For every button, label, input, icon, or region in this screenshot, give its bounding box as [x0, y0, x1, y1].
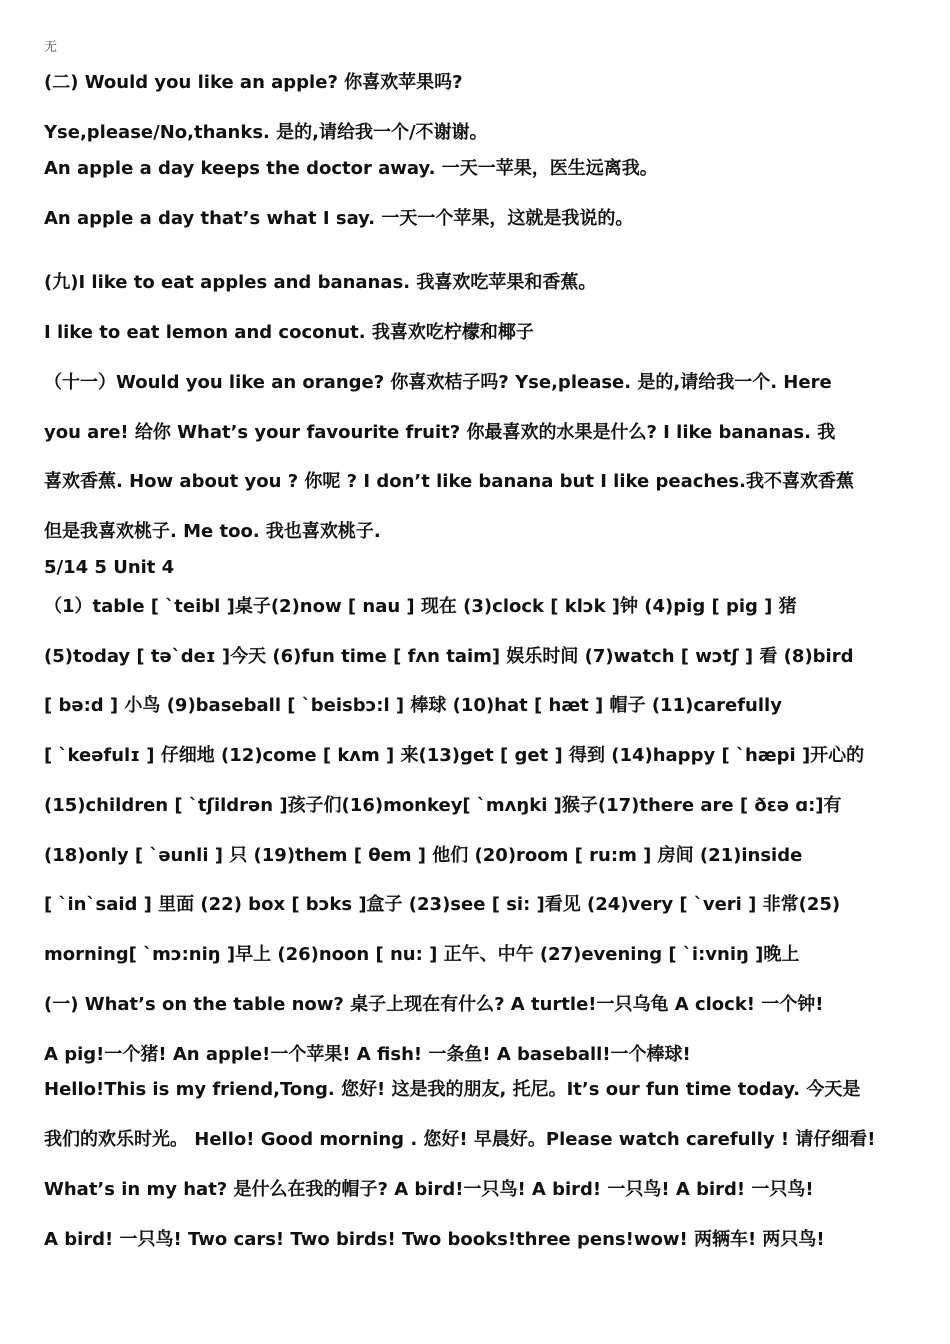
- text-line: A pig!一个猪! An apple!一个苹果! A fish! 一条鱼! A baseball!一个棒球!: [44, 1044, 691, 1065]
- vocab-line: [ bə:d ] 小鸟 (9)baseball [ ˋbeisbɔ:l ] 棒球 (10)hat [ hæt ] 帽子 (11)carefully: [44, 695, 782, 716]
- vocab-line: (5)today [ təˋdeɪ ]今天 (6)fun time [ fʌn taim] 娱乐时间 (7)watch [ wɔtʃ ] 看 (8)bird: [44, 646, 854, 667]
- vocab-line: (18)only [ ˋəunli ] 只 (19)them [ θem ] 他们 (20)room [ ru:m ] 房间 (21)inside: [44, 845, 803, 866]
- text-line: A bird! 一只鸟! Two cars! Two birds! Two books!three pens!wow! 两辆车! 两只鸟!: [44, 1229, 825, 1250]
- vocab-line: morning[ ˋmɔ:niŋ ]早上 (26)noon [ nu: ] 正午、中午 (27)evening [ ˋi:vniŋ ]晚上: [44, 944, 800, 965]
- text-line: 喜欢香蕉. How about you ? 你呢 ? I don’t like banana but I like peaches.我不喜欢香蕉: [44, 471, 854, 492]
- text-line: (九)I like to eat apples and bananas. 我喜欢吃苹果和香蕉。: [44, 272, 597, 293]
- text-line: you are! 给你 What’s your favourite fruit? 你最喜欢的水果是什么? I like bananas. 我: [44, 422, 836, 443]
- text-line: 但是我喜欢桃子. Me too. 我也喜欢桃子.: [44, 521, 381, 542]
- unit-heading: 5/14 5 Unit 4: [44, 557, 175, 578]
- text-line: 我们的欢乐时光。 Hello! Good morning . 您好! 早晨好。Please watch carefully ! 请仔细看!: [44, 1129, 876, 1150]
- vocab-line: (15)children [ ˋtʃildrən ]孩子们(16)monkey[ ˋmʌŋki ]猴子(17)there are [ ðɛə ɑ:]有: [44, 795, 842, 816]
- text-line: (二) Would you like an apple? 你喜欢苹果吗?: [44, 72, 463, 93]
- text-line: An apple a day keeps the doctor away. 一天一苹果，医生远离我。: [44, 158, 658, 179]
- text-line: (一) What’s on the table now? 桌子上现在有什么? A turtle!一只乌龟 A clock! 一个钟!: [44, 994, 824, 1015]
- vocab-line: （1）table [ ˋteibl ]桌子(2)now [ nau ] 现在 (3)clock [ klɔk ]钟 (4)pig [ pig ] 猪: [44, 596, 797, 617]
- vocab-line: [ ˋinˋsaid ] 里面 (22) box [ bɔks ]盒子 (23)see [ si: ]看见 (24)very [ ˋveri ] 非常(25): [44, 894, 841, 915]
- text-line: （十一）Would you like an orange? 你喜欢桔子吗? Yse,please. 是的,请给我一个. Here: [44, 372, 832, 393]
- text-line: I like to eat lemon and coconut. 我喜欢吃柠檬和椰子: [44, 322, 534, 343]
- page-header-note: 无: [44, 40, 58, 55]
- text-line: An apple a day that’s what I say. 一天一个苹果，这就是我说的。: [44, 208, 634, 229]
- vocab-line: [ ˋkeəfulɪ ] 仔细地 (12)come [ kʌm ] 来(13)get [ get ] 得到 (14)happy [ ˋhæpi ]开心的: [44, 745, 865, 766]
- text-line: What’s in my hat? 是什么在我的帽子? A bird!一只鸟! A bird! 一只鸟! A bird! 一只鸟!: [44, 1179, 814, 1200]
- text-line: Yse,please/No,thanks. 是的,请给我一个/不谢谢。: [44, 122, 488, 143]
- text-line: Hello!This is my friend,Tong. 您好! 这是我的朋友, 托尼。It’s our fun time today. 今天是: [44, 1079, 861, 1100]
